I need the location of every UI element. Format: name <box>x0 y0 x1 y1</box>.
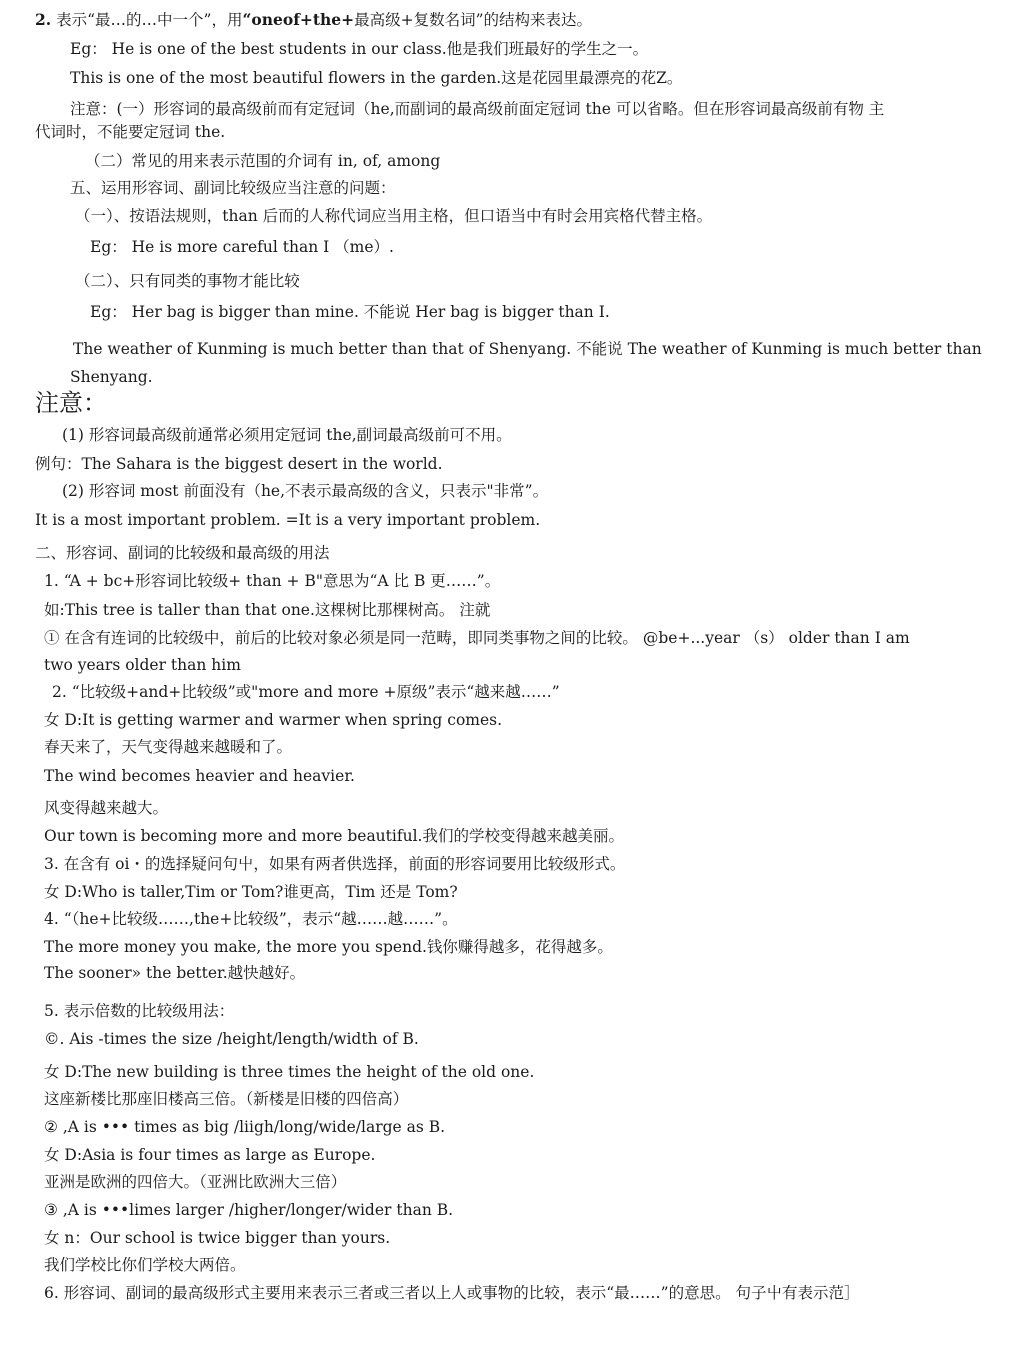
item-formula: “oneof+the+ <box>242 10 355 29</box>
rule-line: 2. “比较级+and+比较级”或"more and more +原级”表示“越来越……” <box>52 683 560 701</box>
section-heading: 五、运用形容词、副词比较级应当注意的问题： <box>70 179 396 197</box>
example-line: 女 D:Asia is four times as large as Europe. <box>44 1146 376 1164</box>
example-line: Shenyang. <box>70 368 153 386</box>
example-line: The wind becomes heavier and heavier. <box>44 767 355 785</box>
rule-line: ③ ,A is •••limes larger /higher/longer/wider than B. <box>44 1201 454 1219</box>
example-line: The more money you make, the more you spend.钱你赚得越多，花得越多。 <box>44 938 613 956</box>
example-line: The sooner» the better.越快越好。 <box>44 964 306 982</box>
rule-line: two years older than him <box>44 656 241 674</box>
example-line: It is a most important problem. =It is a very important problem. <box>35 511 541 529</box>
rule-line: ② ,A is ••• times as big /liigh/long/wide/large as B. <box>44 1118 446 1136</box>
note-line: 注意：(一）形容词的最高级前而有定冠词（he,而副词的最高级前面定冠词 the 可以省略。但在形容词最高级前有物 主 <box>70 100 885 118</box>
example-line: Eg： He is one of the best students in our class.他是我们班最好的学生之一。 <box>70 40 649 58</box>
example-line: Eg： Her bag is bigger than mine. 不能说 Her bag is bigger than I. <box>90 303 610 321</box>
rule-line: 6. 形容词、副词的最高级形式主要用来表示三者或三者以上人或事物的比较，表示“最……”的意思。 句子屮有表示范］ <box>44 1284 860 1302</box>
rule-line: 1. “A + bc+形容词比较级+ than + B"意思为“A 比 B 更……”。 <box>44 572 501 590</box>
example-line: 这座新楼比那座旧楼高三倍。（新楼是旧楼的四倍高） <box>44 1090 409 1108</box>
note-line: 代词时，不能要定冠词 the. <box>35 123 226 141</box>
note-heading: 注意： <box>35 389 107 417</box>
rule-line: 5. 表示倍数的比较级用法： <box>44 1002 235 1020</box>
example-line: Our town is becoming more and more beautiful.我们的学校变得越来越美丽。 <box>44 827 624 845</box>
example-line: Eg： He is more careful than I （me）. <box>90 238 394 256</box>
rule-line: （一）、按语法规则，than 后而的人称代词应当用主格，但口语当中有时会用宾格代替主格。 <box>75 207 713 225</box>
example-line: 风变得越来越大。 <box>44 799 169 817</box>
rule-line: ① 在含有连词的比较级中，前后的比较对象必须是同一范畴，即同类事物之间的比较。 @be+...year （s） older than I am <box>44 629 910 647</box>
note-line: (2) 形容词 most 前面没有（he,不表示最高级的含义，只表示"非常”。 <box>62 482 549 500</box>
example-line: 春天来了，天气变得越来越暖和了。 <box>44 738 293 756</box>
item-2-line <box>35 12 592 29</box>
item-text-end: 最高级+复数名词”的结构来表达。 <box>354 11 593 29</box>
rule-line: （二）、只有同类的事物才能比较 <box>75 272 300 290</box>
example-line: 女 D:It is getting warmer and warmer when spring comes. <box>44 711 503 729</box>
item-number: 2. <box>35 10 52 29</box>
example-line: 女 D:Who is taller,Tim or Tom?谁更高，Tim 还是 Tom? <box>44 883 458 901</box>
example-line: 女 D:The new building is three times the height of the old one. <box>44 1063 535 1081</box>
example-line: 女 n：Our school is twice bigger than yours. <box>44 1229 391 1247</box>
example-line: The weather of Kunming is much better than that of Shenyang. 不能说 The weather of Kunming is much better than <box>73 340 982 358</box>
rule-line: 3. 在含有 oi・的选择疑问句屮，如果有两者供选择，前面的形容词要用比较级形式。 <box>44 855 626 873</box>
rule-line: ©. Ais -times the size /height/length/width of B. <box>44 1030 419 1048</box>
example-line: 我们学校比你们学校大两倍。 <box>44 1256 246 1274</box>
rule-line: 4. “（he+比较级……,the+比较级”，表示“越……越……”。 <box>44 910 458 928</box>
example-line: 例句：The Sahara is the biggest desert in the world. <box>35 455 443 473</box>
example-line: This is one of the most beautiful flowers in the garden.这是花园里最漂亮的花Z。 <box>70 69 683 87</box>
note-line: (1) 形容词最高级前通常必须用定冠词 the,副词最高级前可不用。 <box>62 426 512 444</box>
example-line: 亚洲是欧洲的四倍大。（亚洲比欧洲大三倍） <box>44 1173 347 1191</box>
item-text: 表示“最…的…中一个”，用 <box>56 11 243 29</box>
note-line: （二）常见的用来表示范围的介词有 in, of, among <box>85 152 441 170</box>
example-line: 如:This tree is taller than that one.这棵树比那棵树高。 注就 <box>44 601 491 619</box>
section-heading: 二、形容词、副词的比较级和最高级的用法 <box>35 544 330 562</box>
